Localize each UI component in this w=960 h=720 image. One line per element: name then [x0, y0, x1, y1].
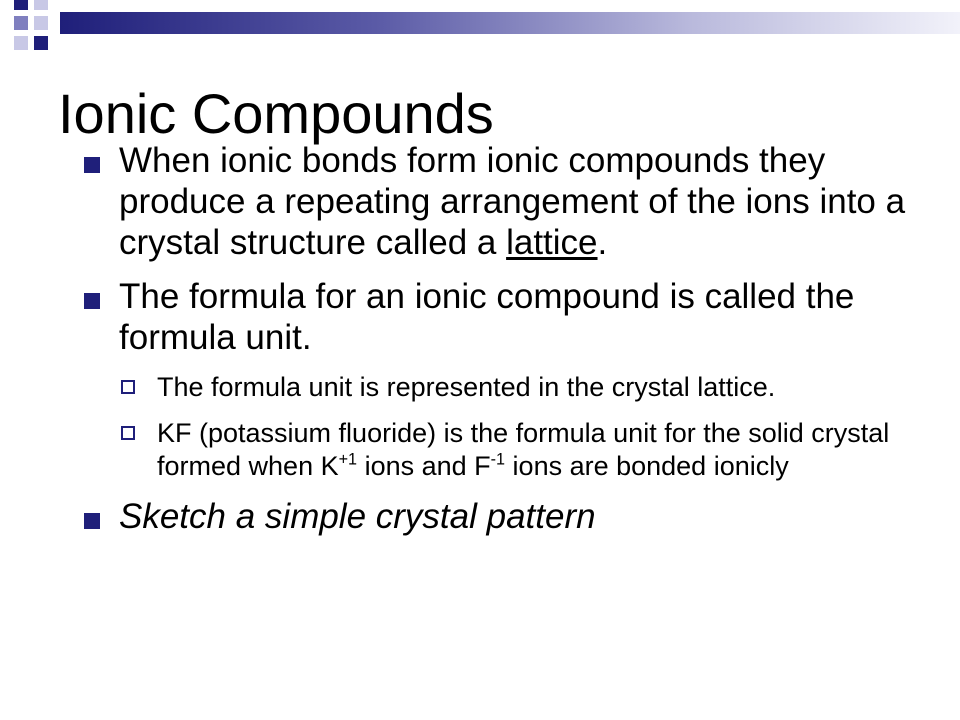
header-square-5: [34, 36, 48, 50]
bullet-text: When ionic bonds form ionic compounds they produce a repeating arrangement of the ions into a crystal structure called a: [119, 141, 906, 262]
potassium-charge: +1: [338, 450, 358, 469]
kf-text-a: KF (potassium fluoride) is the formula unit for the solid crystal formed when K: [157, 418, 890, 481]
square-bullet-icon: [84, 157, 100, 173]
bullet-text-end: .: [597, 223, 608, 262]
square-bullet-icon: [84, 513, 100, 529]
header-square-3: [14, 16, 28, 30]
header-square-4: [34, 16, 48, 30]
bullet-lattice: [84, 140, 934, 263]
bullet-text: Sketch a simple crystal pattern: [119, 497, 596, 536]
bullet-sketch: [84, 496, 934, 537]
bullet-formula-unit: [84, 276, 934, 358]
slide-body: [84, 140, 934, 550]
square-bullet-icon: [84, 293, 100, 309]
header-gradient-bar: [60, 12, 960, 34]
slide-title: Ionic Compounds: [58, 82, 494, 145]
bullet-text: The formula for an ionic compound is called the formula unit.: [119, 277, 855, 357]
subbullet-kf: [119, 417, 934, 483]
hollow-square-bullet-icon: [121, 380, 135, 394]
kf-text-b: ions and F: [357, 451, 491, 481]
subbullet-representation: [119, 371, 934, 404]
subbullet-text: The formula unit is represented in the crystal lattice.: [157, 372, 776, 402]
kf-text-c: ions are bonded ionicly: [505, 451, 789, 481]
header-square-1: [14, 0, 28, 10]
lattice-term: lattice: [506, 223, 598, 262]
hollow-square-bullet-icon: [121, 426, 135, 440]
header-square-6: [14, 36, 28, 50]
fluoride-charge: -1: [490, 450, 506, 469]
header-square-2: [34, 0, 48, 10]
